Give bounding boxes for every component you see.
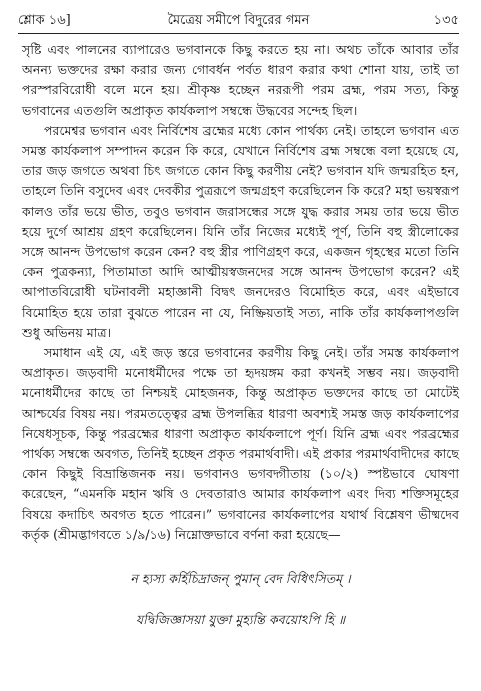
- header-divider: [18, 33, 459, 34]
- paragraph-1: সৃষ্টি এবং পালনের ব্যাপারেও ভগবানকে কিছু করতে হয় না। অথচ তাঁকে আবার তাঁর অনন্য ভক্তদের রক্ষা করার জন্য গোবর্ধন পর্বত ধারণ করার কথা শোনা যায়, তাই তা পরস্পরবিরোধী বলে মনে হয়। শ্রীকৃষ্ণ হচ্ছেন নররূপী পরম ব্রহ্ম, পরম সত্য, কিন্তু ভগবানের এতগুলি অপ্রাকৃত কার্যকলাপ সম্বন্ধে উদ্ধবের সন্দেহ ছিল।: [22, 42, 459, 118]
- paragraph-2: পরমেশ্বর ভগবান এবং নির্বিশেষ ব্রহ্মের মধ্যে কোন পার্থক্য নেই। তাহলে ভগবান এত সমস্ত কার্যকলাপ সম্পাদন করেন কি করে, যেখানে নির্বিশেষ ব্রহ্ম সম্বন্ধে বলা হয়েছে যে, তার জড় জগতে অথবা চিৎ জগতে কোন কিছু করণীয় নেই? ভগবান যদি জন্মরহিত হন, তাহলে তিনি বসুদেব এবং দেবকীর পুত্ররূপে জন্মগ্রহণ করেছিলেন কি করে? মহা ভয়স্বরূপ কালও তাঁর ভয়ে ভীত, তবুও ভগবান জরাসন্ধের সঙ্গে যুদ্ধ করার সময় তার ভয়ে ভীত হয়ে দুর্গে আশ্রয় গ্রহণ করেছিলেন। যিনি তাঁর নিজের মধ্যেই পূর্ণ, তিনি বহু স্ত্রীলোকের সঙ্গে আনন্দ উপভোগ করেন কেন? বহু স্ত্রীর পাণিগ্রহণ করে, একজন গৃহস্থের মতো তিনি কেন পুত্রকন্যা, পিতামাতা আদি আত্মীয়স্বজনদের সঙ্গে আনন্দ উপভোগ করেন? এই আপাতবিরোধী ঘটনাবলী মহাজ্ঞানী বিদ্বৎ জনদেরও বিমোহিত করে, এবং এইভাবে বিমোহিত হয়ে তারা বুঝতে পারেন না যে, নিষ্ক্রিয়তাই সত্য, নাকি তাঁর কার্যকলাপগুলি শুধু অভিনয় মাত্র।: [22, 122, 459, 340]
- sanskrit-verse: [22, 549, 459, 650]
- running-header: [18, 10, 459, 32]
- verse-line-1: ন হ্যস্য কর্হিচিদ্রাজন্ পুমান্ বেদ বিধিৎসিতম্ ।: [130, 571, 351, 587]
- verse-reference: শ্লোক ১৬]: [18, 13, 71, 28]
- chapter-title: মৈত্রেয় সমীপে বিদুরের গমন: [167, 13, 310, 28]
- verse-line-2: যদ্বিজিজ্ঞাসয়া যুক্তা মুহ্যন্তি কবয়োঽপি হি ॥: [135, 611, 346, 627]
- paragraph-3: সমাধান এই যে, এই জড় স্তরে ভগবানের করণীয় কিছু নেই। তাঁর সমস্ত কার্যকলাপ অপ্রাকৃত। জড়বাদী মনোধর্মীদের পক্ষে তা হৃদয়ঙ্গম করা কখনই সম্ভব নয়। জড়বাদী মনোধর্মীদের কাছে তা নিশ্চয়ই মোহজনক, কিন্তু অপ্রাকৃত ভক্তদের কাছে তা মোটেই আশ্চর্যের বিষয় নয়। পরমতত্ত্বের ব্রহ্ম উপলব্ধির ধারণা অবশ্যই সমস্ত জড় কার্যকলাপের নিষেধসূচক, কিন্তু পরব্রহ্মের ধারণা অপ্রাকৃত কার্যকলাপে পূর্ণ। যিনি ব্রহ্ম এবং পরব্রহ্মের পার্থক্য সম্বন্ধে অবগত, তিনিই হচ্ছেন প্রকৃত পরমার্থবাদী। এই প্রকার পরমার্থবাদীদের কাছে কোন কিছুই বিভ্রান্তিজনক নয়। ভগবানও ভগবদ্গীতায় (১০/২) স্পষ্টভাবে ঘোষণা করেছেন, “এমনকি মহান ঋষি ও দেবতারাও আমার কার্যকলাপ এবং দিব্য শক্তিসমূহের বিষয়ে কদাচিৎ অবগত হতে পারেন।” ভগবানের কার্যকলাপের যথার্থ বিশ্লেষণ ভীষ্মদেব কর্তৃক (শ্রীমদ্ভাগবতে ১/৯/১৬) নিম্নোক্তভাবে বর্ণনা করা হয়েছে—: [22, 345, 459, 542]
- page-number: ১৩৫: [433, 13, 459, 28]
- page-body: [22, 40, 459, 650]
